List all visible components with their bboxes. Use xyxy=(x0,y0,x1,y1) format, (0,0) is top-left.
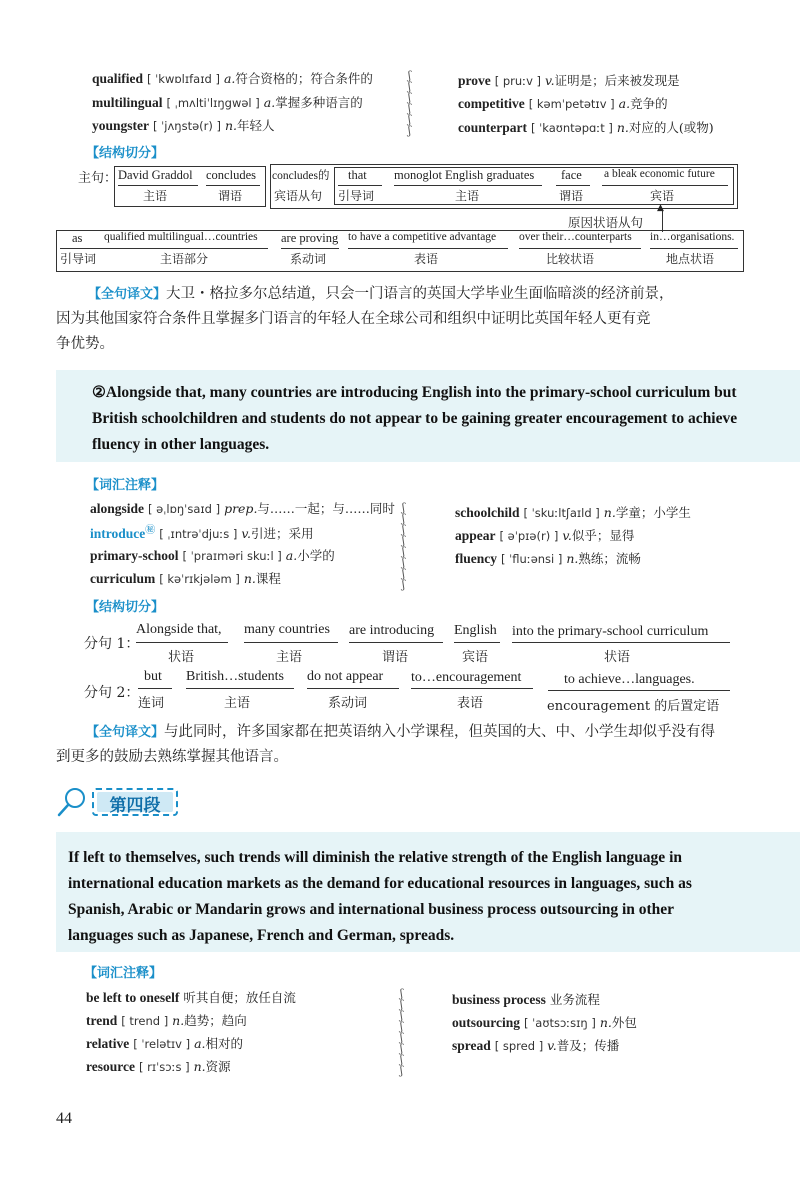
translation2-line2: 到更多的鼓励去熟练掌握其他语言。 xyxy=(56,749,288,765)
c3-en: over their…counterparts xyxy=(519,231,632,243)
p3-cn: 表语 xyxy=(414,252,439,266)
vocab1-item-multilingual: multilingual [ ˌmʌltiˈlɪŋgwəl ] a.掌握多种语言的 xyxy=(92,95,363,110)
vocab2-item-appear: appear [ əˈpɪə(r) ] v.似乎；显得 xyxy=(455,528,635,543)
vocab1-item-youngster: youngster [ ˈjʌŋstə(r) ] n.年轻人 xyxy=(92,118,275,133)
vocab3-item-resource: resource [ rɪˈsɔːs ] n.资源 xyxy=(86,1059,231,1074)
vocab1-item-competitive: competitive [ kəmˈpetətɪv ] a.竞争的 xyxy=(458,96,668,111)
translation1-label: 【全句译文】 xyxy=(88,287,167,302)
c1-verb-en: are introducing xyxy=(349,623,435,638)
vocab3-item-relative: relative [ ˈrelətɪv ] a.相对的 xyxy=(86,1036,244,1051)
translation1-line3: 争优势。 xyxy=(56,336,114,352)
c1-adverbial2-cn: 状语 xyxy=(604,650,631,665)
s3-cn: 主语部分 xyxy=(160,252,209,266)
main-clause-label: 主句： xyxy=(78,171,118,186)
vocab1-item-prove: prove [ pruːv ] v.证明是；后来被发现是 xyxy=(458,73,680,88)
clause2-label: 分句 2： xyxy=(84,685,140,701)
vocab3-item-business-process: business process 业务流程 xyxy=(452,992,600,1007)
o2-cn: 宾语 xyxy=(650,189,675,203)
arrow-up-icon: ▲ xyxy=(657,203,664,213)
s2-cn: 主语 xyxy=(455,189,480,203)
c2-attrib-en: to achieve…languages. xyxy=(564,672,695,687)
vocab2-item-fluency: fluency [ ˈfluːənsi ] n.熟练；流畅 xyxy=(455,551,641,566)
vocab3-item-trend: trend [ trend ] n.趋势；趋向 xyxy=(86,1013,247,1028)
sentence3-line1: If left to themselves, such trends will diminish the relative strength of the English language in xyxy=(68,849,682,866)
sentence3-line3: Spanish, Arabic or Mandarin grows and international business process outsourcing in other xyxy=(68,901,675,918)
struct1-header: 【结构切分】 xyxy=(86,146,165,161)
vocab2-item-curriculum: curriculum [ kəˈrɪkjələm ] n.课程 xyxy=(90,571,281,586)
vocab3-item-outsourcing: outsourcing [ ˈaʊtsɔːsɪŋ ] n.外包 xyxy=(452,1015,637,1030)
vocab3-item-spread: spread [ spred ] v.普及；传播 xyxy=(452,1038,620,1053)
c2-subject-cn: 主语 xyxy=(224,696,251,711)
c2-conj-en: but xyxy=(144,669,162,684)
vocab2-item-introduce: introduce㊙ [ ˌɪntrəˈdjuːs ] v.引进；采用 xyxy=(90,525,314,542)
vocab2-item-primary-school: primary-school [ ˈpraɪməri skuːl ] a.小学的 xyxy=(90,548,335,563)
page-number: 44 xyxy=(56,1110,72,1127)
that-en: that xyxy=(348,168,367,182)
p3-en: to have a competitive advantage xyxy=(348,231,497,243)
vocab2-item-alongside: alongside [ əˌlɒŋˈsaɪd ] prep.与……一起；与……同时 xyxy=(90,501,395,516)
c1-subject-en: many countries xyxy=(244,622,330,637)
wavy-divider: ʃ ʃ ʃ ʃ ʃ ʃ ʃ ʃ xyxy=(402,501,405,591)
vocab1-item-counterpart: counterpart [ ˈkaʊntəpɑːt ] n.对应的人(或物) xyxy=(458,120,714,135)
c1-adverbial2-en: into the primary-school curriculum xyxy=(512,624,709,639)
struct2-header: 【结构切分】 xyxy=(86,600,165,615)
sentence2-line2: British schoolchildren and students do not appear to be gaining greater encouragement to achieve xyxy=(92,410,738,427)
translation1-line1: 【全句译文】大卫・格拉多尔总结道，只会一门语言的英国大学毕业生面临暗淡的经济前景， xyxy=(88,286,674,302)
wavy-divider: ʃ ʃ ʃ ʃ ʃ ʃ ʃ ʃ xyxy=(400,987,403,1077)
arrow-up-line xyxy=(662,210,663,232)
c2-attrib-cn: encouragement 的后置定语 xyxy=(547,699,720,714)
magnifier-icon xyxy=(56,785,90,819)
l3-en: in…organisations. xyxy=(650,231,735,243)
sentence3-line2: international education markets as the demand for educational resources in languages, such as xyxy=(68,875,692,892)
sentence-number: ② xyxy=(92,384,106,401)
v3-en: are proving xyxy=(281,231,339,245)
verb-cn: 谓语 xyxy=(218,189,243,203)
exam-mark-icon: ㊙ xyxy=(145,525,156,536)
c2-subject-en: British…students xyxy=(186,669,285,684)
c2-predicative-en: to…encouragement xyxy=(411,670,522,685)
vocab1-item-qualified: qualified [ ˈkwɒlɪfaɪd ] a.符合资格的；符合条件的 xyxy=(92,71,373,86)
as-en: as xyxy=(72,231,83,245)
c1-adverbial-en: Alongside that, xyxy=(136,622,222,637)
verb-en: concludes xyxy=(206,168,256,182)
subject-cn: 主语 xyxy=(143,189,168,203)
l3-cn: 地点状语 xyxy=(666,252,715,266)
v2-cn: 谓语 xyxy=(559,189,584,203)
wavy-divider: ʃ ʃ ʃ ʃ ʃ ʃ xyxy=(408,69,411,137)
vocab3-header: 【词汇注释】 xyxy=(84,966,163,981)
vocab2-header: 【词汇注释】 xyxy=(86,478,165,493)
sentence2-line3: fluency in other languages. xyxy=(92,436,270,453)
reason-label: 原因状语从句 xyxy=(568,215,644,230)
section-title-frame xyxy=(92,788,178,816)
c2-conj-cn: 连词 xyxy=(138,696,165,711)
translation2-label: 【全句译文】 xyxy=(86,725,165,740)
object-en: concludes的 xyxy=(272,170,330,182)
s3-en: qualified multilingual…countries xyxy=(104,231,258,243)
vocab2-item-schoolchild: schoolchild [ ˈskuːltʃaɪld ] n.学童；小学生 xyxy=(455,505,691,520)
v2-en: face xyxy=(561,168,582,182)
c1-object-en: English xyxy=(454,623,497,638)
v3-cn: 系动词 xyxy=(290,252,327,266)
sentence2-line1: ②Alongside that, many countries are introducing English into the primary-school curriculum but xyxy=(92,384,737,401)
c2-linkverb-en: do not appear xyxy=(307,669,384,684)
section-title: 第四段 xyxy=(109,796,161,816)
s2-en: monoglot English graduates xyxy=(394,168,535,182)
clause1-label: 分句 1： xyxy=(84,636,140,652)
c1-object-cn: 宾语 xyxy=(462,650,489,665)
c1-adverbial-cn: 状语 xyxy=(168,650,195,665)
subject-en: David Graddol xyxy=(118,168,193,182)
as-cn: 引导词 xyxy=(60,252,97,266)
c1-subject-cn: 主语 xyxy=(276,650,303,665)
c1-verb-cn: 谓语 xyxy=(382,650,409,665)
that-cn: 引导词 xyxy=(338,189,375,203)
c2-predicative-cn: 表语 xyxy=(457,696,484,711)
vocab3-item-be-left: be left to oneself 听其自便；放任自流 xyxy=(86,990,296,1005)
object-cn: 宾语从句 xyxy=(274,189,323,203)
c2-linkverb-cn: 系动词 xyxy=(328,696,368,711)
sentence3-line4: languages such as Japanese, French and German, spreads. xyxy=(68,927,455,944)
c3-cn: 比较状语 xyxy=(546,252,595,266)
o2-en: a bleak economic future xyxy=(604,168,715,180)
translation2-line1: 【全句译文】与此同时，许多国家都在把英语纳入小学课程，但英国的大、中、小学生却似乎没有得 xyxy=(86,724,716,740)
translation1-line2: 因为其他国家符合条件且掌握多门语言的年轻人在全球公司和组织中证明比英国年轻人更有竞 xyxy=(56,311,651,327)
